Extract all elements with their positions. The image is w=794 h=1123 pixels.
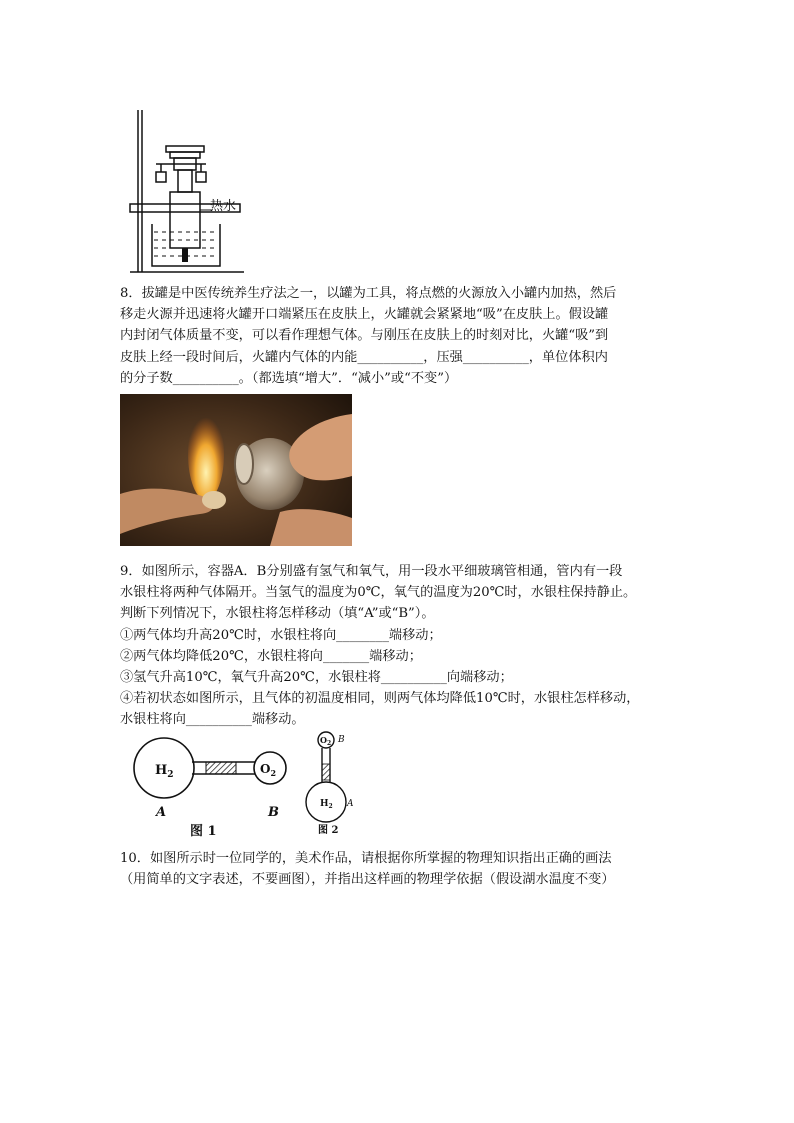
q8-line-3: 内封闭气体质量不变，可以看作理想气体。与刚压在皮肤上的时刻对比，火罐“吸”到 (120, 328, 609, 344)
q9-line-1: 9．如图所示，容器A．B分别盛有氢气和氧气，用一段水平细玻璃管相通，管内有一段 (120, 564, 623, 579)
fig2-o2-label: O (320, 735, 327, 745)
q9-line-2: 水银柱将两种气体隔开。当氢气的温度为0℃，氧气的温度为20℃时，水银柱保持静止。 (120, 585, 637, 601)
fig2-o2-subscript: 2 (326, 740, 332, 747)
q9-line-5: ②两气体均降低20℃，水银柱将向_______端移动； (120, 648, 422, 664)
q8-line-4: 皮肤上经一段时间后，火罐内气体的内能__________，压强__________，单位体积内 (120, 349, 608, 365)
q9-line-3: 判断下列情况下，水银柱将怎样移动（填“A”或“B”）。 (120, 606, 435, 622)
q9-line-7: ④若初状态如图所示，且气体的初温度相同，则两气体均降低10℃时，水银柱怎样移动， (120, 691, 640, 707)
fig1-h2-label: H (155, 763, 168, 778)
fig1-label-b: B (268, 805, 279, 820)
q9-line-8: 水银柱将向__________端移动。 (120, 712, 305, 728)
fig1-h2-subscript: 2 (167, 770, 174, 780)
svg-text:H2 (155, 763, 174, 780)
q8-line-5: 的分子数__________。（都选填“增大”．“减小”或“不变”） (120, 370, 458, 386)
q10-line-2: （用简单的文字表述，不要画图），并指出这样画的物理学依据（假设湖水温度不变） (120, 872, 615, 888)
hot-water-label: 热水 (210, 199, 237, 214)
q9-line-4: ①两气体均升高20℃时，水银柱将向________端移动； (120, 627, 442, 643)
q8-line-2: 移走火源并迅速将火罐开口端紧压在皮肤上，火罐就会紧紧地“吸”在皮肤上。假设罐 (120, 307, 609, 323)
fig1-o2-label: O (260, 762, 271, 776)
fig2-caption: 图 2 (318, 825, 339, 836)
fig2-h2-subscript: 2 (328, 803, 333, 810)
fig1-o2-subscript: 2 (270, 768, 277, 778)
cupping-photo (120, 394, 352, 546)
q10-line-1: 10．如图所示时一位同学的，美术作品，请根据你所掌握的物理知识指出正确的画法 (120, 851, 612, 866)
svg-text:H2 (320, 799, 333, 810)
fig1-caption: 图 1 (190, 824, 217, 839)
fig2-h2-label: H (320, 799, 329, 809)
fig2-label-b: B (338, 735, 345, 745)
svg-text:O2 (320, 735, 331, 747)
fig2-label-a: A (347, 799, 354, 809)
q8-line-1: 8．拔罐是中医传统养生疗法之一，以罐为工具，将点燃的火源放入小罐内加热，然后 (120, 286, 617, 301)
q9-line-6: ③氢气升高10℃，氧气升高20℃，水银柱将__________向端移动； (120, 670, 513, 685)
figure-1 (130, 734, 290, 840)
fig1-label-a: A (156, 805, 167, 820)
svg-text:O2 (260, 762, 276, 778)
figure-2 (300, 730, 360, 838)
apparatus-figure (126, 106, 246, 274)
